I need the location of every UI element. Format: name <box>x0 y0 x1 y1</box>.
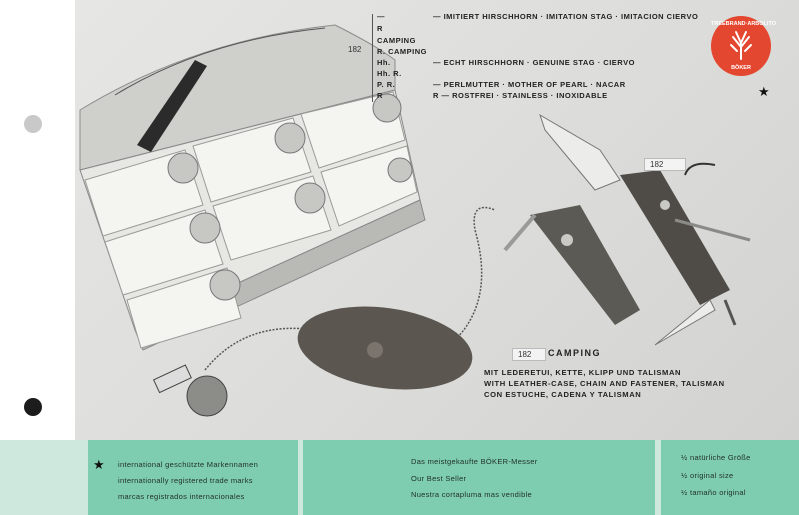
code: R <box>377 24 383 33</box>
logo-bottom-text: BÖKER <box>731 65 751 71</box>
code-description: — PERLMUTTER · MOTHER OF PEARL · NACAR <box>433 80 626 89</box>
size-mark: ½ <box>681 488 688 497</box>
price-tag-upper: 182 <box>644 158 686 171</box>
code: Hh. R. <box>377 69 402 78</box>
code: — <box>377 12 385 21</box>
product-caption-en: WITH LEATHER-CASE, CHAIN AND FASTENER, TALISMAN <box>484 379 725 388</box>
code: R <box>377 91 383 100</box>
code-description: — IMITIERT HIRSCHHORN · IMITATION STAG · IMITACION CIERVO <box>433 12 699 21</box>
logo-top-text: TREEBRAND·ARBOLITO <box>711 21 776 27</box>
footer-band <box>0 440 799 515</box>
code-description: R — ROSTFREI · STAINLESS · INOXIDABLE <box>433 91 608 100</box>
product-name: CAMPING <box>548 348 601 358</box>
best-seller-line-de: Das meistgekaufte BÖKER-Messer <box>411 457 538 466</box>
star-icon: ★ <box>93 457 105 472</box>
code: CAMPING <box>377 36 416 45</box>
trademark-line-es: marcas registrados internacionales <box>118 492 245 501</box>
treebrand-logo <box>711 16 776 76</box>
trademark-line-de: international geschützte Markennamen <box>118 460 259 469</box>
trademark-line-en: internationally registered trade marks <box>118 476 253 485</box>
best-seller-line-es: Nuestra cortapluma mas vendible <box>411 490 533 499</box>
code: R. CAMPING <box>377 47 427 56</box>
size-mark: ½ <box>681 471 688 480</box>
model-code: 182 <box>348 45 362 54</box>
footer-best-seller <box>303 440 655 515</box>
code: Hh. <box>377 58 391 67</box>
product-caption-es: CON ESTUCHE, CADENA Y TALISMAN <box>484 390 642 399</box>
star-icon: ★ <box>758 84 770 99</box>
product-caption-de: MIT LEDERETUI, KETTE, KLIPP UND TALISMAN <box>484 368 682 377</box>
tree-icon <box>726 29 756 61</box>
code-divider <box>372 14 373 102</box>
size-line-en: original size <box>690 471 734 480</box>
code: P. R. <box>377 80 396 89</box>
size-line-de: natürliche Größe <box>690 453 751 462</box>
code-description: — ECHT HIRSCHHORN · GENUINE STAG · CIERVO <box>433 58 635 67</box>
size-line-es: tamaño original <box>690 488 746 497</box>
size-mark: ½ <box>681 453 688 462</box>
best-seller-line-en: Our Best Seller <box>411 474 467 483</box>
binder-hole-top <box>24 115 42 133</box>
price-tag-lower: 182 <box>512 348 546 361</box>
binder-hole-bottom <box>24 398 42 416</box>
